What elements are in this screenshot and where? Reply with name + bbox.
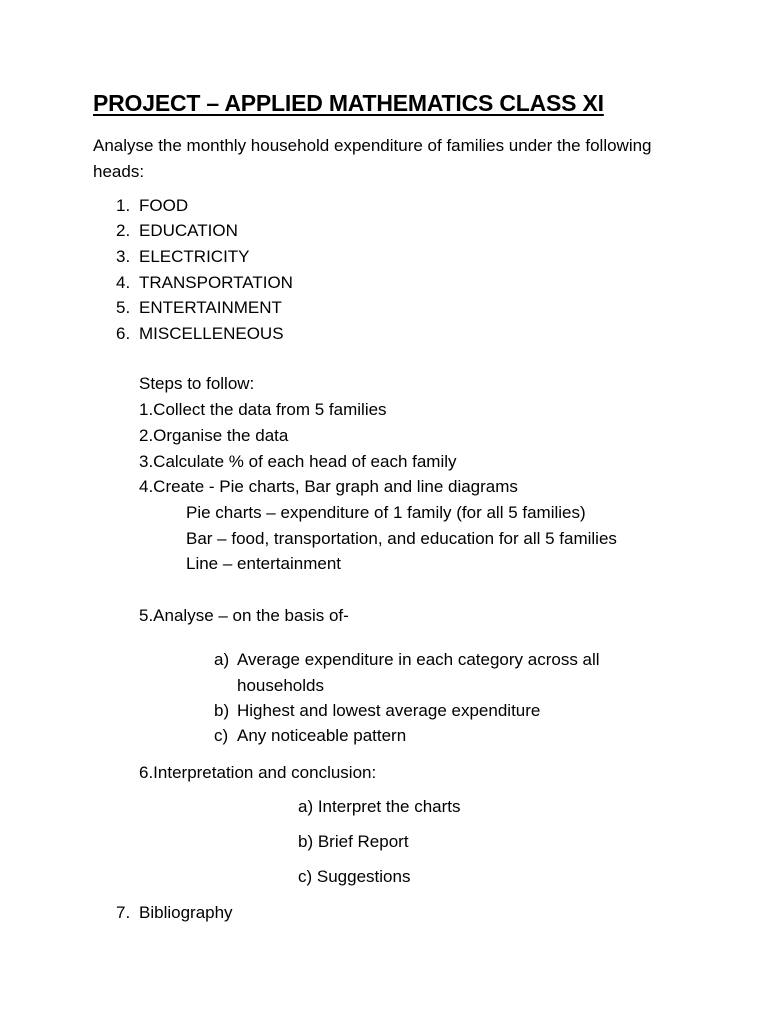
step-subline: Line – entertainment [186,554,341,573]
step-line: 1.Collect the data from 5 families [139,400,387,419]
list-item-number: 5. [116,298,131,317]
list-item: ELECTRICITY [139,247,250,266]
sublist-marker: c) [214,726,229,745]
list-item-number: 2. [116,221,131,240]
sublist-item: Highest and lowest average expenditure [237,701,541,720]
list-item: ENTERTAINMENT [139,298,282,317]
document-title: PROJECT – APPLIED MATHEMATICS CLASS XI [93,90,604,116]
list-item-number: 7. [116,903,131,922]
list-item: EDUCATION [139,221,238,240]
steps-heading: Steps to follow: [139,374,255,393]
sublist-marker: a) [214,650,230,669]
sublist-marker: b) [214,701,230,720]
sublist-item-continuation: households [237,676,324,695]
list-item: TRANSPORTATION [139,273,293,292]
conclusion-item: c) Suggestions [298,867,411,886]
sublist-item: Any noticeable pattern [237,726,407,745]
step-line: 3.Calculate % of each head of each family [139,452,457,471]
list-item-number: 6. [116,324,131,343]
step-line: 4.Create - Pie charts, Bar graph and line diagrams [139,477,518,496]
list-item-number: 1. [116,196,131,215]
intro-paragraph: Analyse the monthly household expenditure of families under the following heads: [93,136,652,181]
step-line: 6.Interpretation and conclusion: [139,763,377,782]
list-item: FOOD [139,196,189,215]
conclusion-item: a) Interpret the charts [298,797,461,816]
list-item-number: 4. [116,273,131,292]
sublist-item: Average expenditure in each category across all [237,650,600,669]
step-line: 5.Analyse – on the basis of- [139,606,349,625]
list-item-number: 3. [116,247,131,266]
step-subline: Pie charts – expenditure of 1 family (for all 5 families) [186,503,586,522]
step-line: 2.Organise the data [139,426,289,445]
list-item: MISCELLENEOUS [139,324,284,343]
conclusion-item: b) Brief Report [298,832,409,851]
step-subline: Bar – food, transportation, and education for all 5 families [186,529,617,548]
bibliography-item: Bibliography [139,903,233,922]
